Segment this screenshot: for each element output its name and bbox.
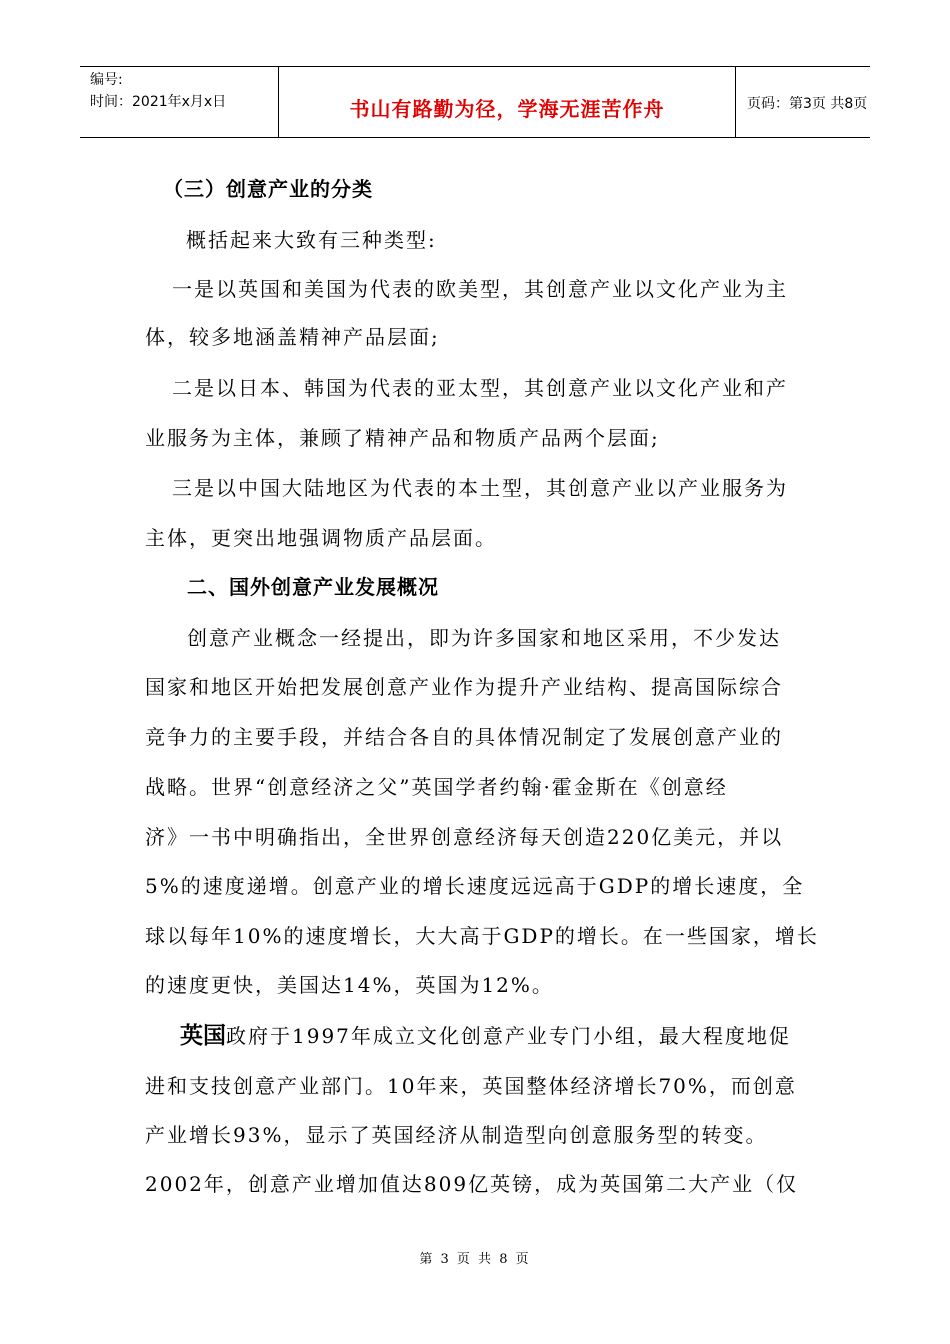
time-label: 时间：2021年x月x日 [90,94,227,110]
header-meta-cell [80,67,279,137]
number-label: 编号: [90,72,123,88]
para1-line: 创意产业概念一经提出，即为许多国家和地区采用，不少发达 [187,626,781,650]
type1-line1: 一是以英国和美国为代表的欧美型，其创意产业以文化产业为主 [172,277,788,301]
para1-line: 的速度更快，美国达14%，英国为12%。 [145,973,554,997]
para2-line1 [180,1017,791,1050]
header-motto-cell [279,67,736,137]
para2-line: 2002年，创意产业增加值达809亿英镑，成为英国第二大产业（仅 [145,1172,799,1196]
section-heading-classification: （三）创意产业的分类 [163,177,373,201]
page-footer: 第 3 页 共 8 页 [419,1252,531,1267]
para1-line: 5%的速度递增。创意产业的增长速度远远高于GDP的增长速度，全 [145,874,805,898]
para1-line: 战略。世界“创意经济之父”英国学者约翰·霍金斯在《创意经 [145,775,728,799]
para1-line: 球以每年10%的速度增长，大大高于GDP的增长。在一些国家，增长 [145,924,819,948]
page-info: 页码：第3页 共8页 [747,96,868,112]
header-page-cell [737,67,870,137]
para1-line: 济》一书中明确指出，全世界创意经济每天创造220亿美元，并以 [145,825,784,849]
motto-text: 书山有路勤为径，学海无涯苦作舟 [349,97,665,121]
para1-line: 国家和地区开始把发展创意产业作为提升产业结构、提高国际综合 [145,675,783,699]
para2-line: 产业增长93%，显示了英国经济从制造型向创意服务型的转变。 [145,1123,768,1147]
para2-line1-rest: 政府于1997年成立文化创意产业专门小组，最大程度地促 [226,1024,791,1048]
type1-line2: 体，较多地涵盖精神产品层面; [145,325,440,349]
type3-line2: 主体，更突出地强调物质产品层面。 [145,526,497,550]
intro-text: 概括起来大致有三种类型: [186,228,437,252]
type2-line1: 二是以日本、韩国为代表的亚太型，其创意产业以文化产业和产 [172,376,788,400]
section-heading-overseas: 二、国外创意产业发展概况 [187,575,439,599]
para2-line: 进和支技创意产业部门。10年来，英国整体经济增长70%，而创意 [145,1074,797,1098]
uk-lead-word: 英国 [180,1023,226,1049]
type3-line1: 三是以中国大陆地区为代表的本土型，其创意产业以产业服务为 [172,476,788,500]
type2-line2: 业服务为主体，兼顾了精神产品和物质产品两个层面; [145,426,660,450]
para1-line: 竞争力的主要手段，并结合各自的具体情况制定了发展创意产业的 [145,725,783,749]
document-header [80,66,870,138]
